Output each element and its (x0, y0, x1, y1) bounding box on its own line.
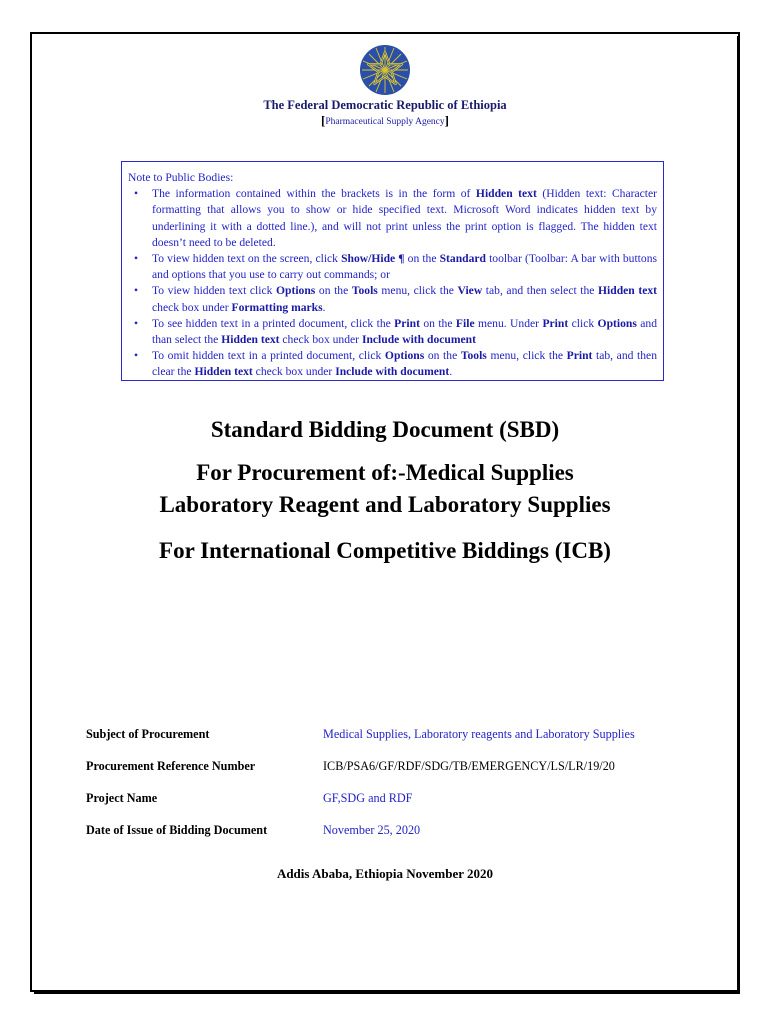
note-text: menu, click the (486, 349, 567, 363)
note-text: on the (404, 252, 440, 266)
note-text: check box under (152, 300, 232, 314)
info-label: Procurement Reference Number (86, 759, 256, 773)
note-text: To omit hidden text in a printed document, click (152, 349, 385, 363)
note-item (128, 251, 657, 283)
note-list (128, 186, 657, 380)
note-keyword: Include with document (335, 365, 450, 379)
note-keyword: Options (384, 349, 425, 363)
procurement-title-line1: For Procurement of:-Medical Supplies (196, 460, 574, 485)
note-text: on the (424, 349, 461, 363)
note-keyword: View (457, 284, 483, 298)
agency-bracket-open: [ (321, 113, 326, 128)
note-text: . (449, 365, 453, 379)
icb-title: For International Competitive Biddings (ICB) (159, 538, 611, 563)
note-text: menu, click the (377, 284, 458, 298)
info-value: ICB/PSA6/GF/RDF/SDG/TB/EMERGENCY/LS/LR/19/20 (323, 759, 615, 773)
ethiopia-emblem-icon (359, 44, 411, 96)
note-keyword: Hidden text (598, 284, 658, 298)
note-text: tab, and then clear the (152, 349, 657, 379)
note-text: and than select the (152, 316, 658, 347)
info-row-project-name (86, 791, 696, 809)
note-keyword: Tools (460, 349, 487, 363)
note-text: . (322, 300, 326, 314)
agency-bracket-close: ] (444, 113, 449, 128)
note-title: Note to Public Bodies: (128, 171, 234, 184)
note-item (128, 283, 657, 315)
note-text: To see hidden text in a printed document, click the (152, 316, 395, 330)
info-label: Date of Issue of Bidding Document (86, 823, 268, 837)
note-keyword: Hidden text (221, 333, 280, 347)
country-heading: The Federal Democratic Republic of Ethiopia (263, 98, 507, 112)
info-row-reference-number (86, 759, 696, 777)
note-text: menu. Under (474, 316, 543, 330)
info-label: Project Name (86, 791, 158, 805)
note-text: tab, and then select the (482, 284, 599, 298)
procurement-title-line2: Laboratory Reagent and Laboratory Supplies (159, 492, 611, 517)
note-keyword: Hidden text (475, 187, 537, 201)
note-text: check box under (252, 365, 336, 379)
note-text: on the (419, 316, 456, 330)
info-row-date-of-issue (86, 823, 696, 841)
note-text: To view hidden text on the screen, click (152, 252, 342, 266)
note-text: toolbar (Toolbar: A bar with buttons and options that you use to carry out commands; or (152, 252, 658, 282)
info-label: Subject of Procurement (86, 727, 210, 741)
note-text: The information contained within the brackets is in the form of (152, 187, 476, 201)
note-item (128, 348, 657, 380)
note-item (128, 186, 657, 251)
info-value: GF,SDG and RDF (323, 791, 413, 805)
note-keyword: Standard (439, 252, 486, 266)
note-keyword: Options (276, 284, 316, 298)
note-keyword: Print (542, 316, 569, 330)
note-keyword: Print (394, 316, 420, 330)
note-text: on the (315, 284, 352, 298)
info-value: November 25, 2020 (323, 823, 421, 837)
info-row-subject (86, 727, 696, 745)
note-text: (Hidden text: Character formatting that allows you to show or hide specified text. Microsoft Word indicates hidden text by underlining it with a dotted line.), and will not print unless the print option is flagged. The hidden text doesn’t need to be deleted. (152, 187, 657, 249)
place-and-date-footer: Addis Ababa, Ethiopia November 2020 (276, 866, 494, 881)
note-keyword: Hidden text (194, 365, 253, 379)
note-text: check box under (279, 333, 362, 347)
note-keyword: Include with document (361, 333, 476, 347)
note-keyword: Options (597, 316, 637, 330)
info-value: Medical Supplies, Laboratory reagents and Laboratory Supplies (323, 727, 635, 741)
note-keyword: Print (566, 349, 593, 363)
note-keyword: File (455, 316, 475, 330)
note-text: click (568, 316, 598, 330)
agency-name: Pharmaceutical Supply Agency (325, 117, 445, 127)
note-keyword: Show/Hide ¶ (341, 252, 405, 266)
note-keyword: Tools (351, 284, 378, 298)
note-text: To view hidden text click (152, 284, 276, 298)
note-item (128, 316, 657, 348)
note-keyword: Formatting marks (231, 300, 323, 314)
agency-line (0, 113, 770, 129)
document-title: Standard Bidding Document (SBD) (210, 417, 560, 442)
hidden-text-note-box (121, 161, 664, 381)
